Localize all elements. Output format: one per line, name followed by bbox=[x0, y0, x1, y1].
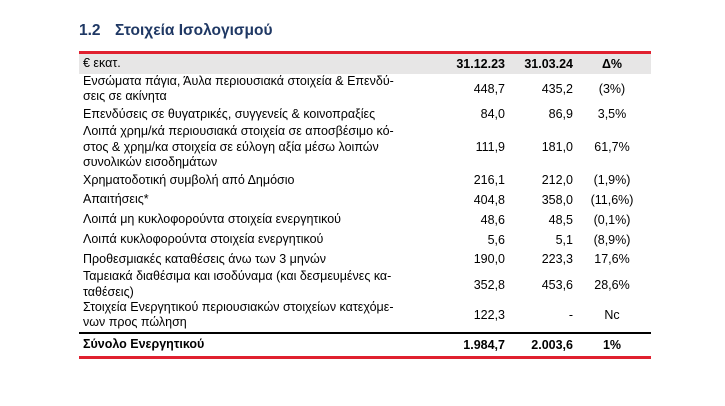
table-row bbox=[79, 210, 651, 230]
row-label bbox=[79, 212, 433, 227]
row-label bbox=[79, 300, 433, 331]
row-label-line: Ταμειακά διαθέσιμα και ισοδύναμα (και δεσμευμένες κα- bbox=[83, 269, 392, 284]
total-row bbox=[79, 334, 651, 356]
row-label bbox=[79, 124, 433, 170]
total-value-1: 1.984,7 bbox=[463, 337, 505, 352]
row-label-line: Χρηματοδοτική συμβολή από Δημόσιο bbox=[83, 172, 295, 187]
row-label bbox=[79, 107, 433, 122]
table-end-rule bbox=[79, 356, 651, 359]
row-value-2: 5,1 bbox=[555, 232, 573, 247]
row-value-1: 352,8 bbox=[473, 277, 505, 292]
row-value-1: 122,3 bbox=[473, 308, 505, 323]
table-row bbox=[79, 124, 651, 170]
row-change: (3%) bbox=[598, 82, 626, 97]
row-label bbox=[79, 192, 433, 207]
table-row bbox=[79, 269, 651, 300]
row-label bbox=[79, 252, 433, 267]
section-heading bbox=[79, 22, 273, 40]
table-row bbox=[79, 105, 651, 125]
row-value-1: 5,6 bbox=[487, 232, 505, 247]
table-row bbox=[79, 190, 651, 210]
row-label bbox=[79, 74, 433, 105]
row-label-line: Λοιπά κυκλοφορούντα στοιχεία ενεργητικού bbox=[83, 231, 324, 246]
row-label bbox=[79, 269, 433, 300]
header-unit: € εκατ. bbox=[83, 56, 121, 71]
header-date-2: 31.03.24 bbox=[524, 57, 573, 71]
row-label-line: Προθεσμιακές καταθέσεις άνω των 3 μηνών bbox=[83, 251, 327, 266]
row-change: (11,6%) bbox=[590, 192, 634, 207]
row-change: (1,9%) bbox=[593, 173, 631, 188]
row-change: 17,6% bbox=[594, 252, 630, 267]
row-value-2: 48,5 bbox=[548, 212, 573, 227]
row-value-1: 404,8 bbox=[473, 192, 505, 207]
total-change: 1% bbox=[602, 337, 622, 352]
row-change: (0,1%) bbox=[593, 212, 631, 227]
row-label-line: Επενδύσεις σε θυγατρικές, συγγενείς & κοινοπραξίες bbox=[83, 106, 376, 121]
table-row bbox=[79, 170, 651, 190]
row-label bbox=[79, 232, 433, 247]
row-label-line: ταθέσεις) bbox=[83, 284, 134, 299]
row-value-2: 212,0 bbox=[541, 173, 573, 188]
total-value-2: 2.003,6 bbox=[531, 337, 573, 352]
row-change: 3,5% bbox=[597, 107, 627, 122]
table-row bbox=[79, 249, 651, 269]
row-change: 61,7% bbox=[594, 140, 630, 155]
table-header-row bbox=[79, 54, 651, 74]
row-value-2: - bbox=[568, 308, 573, 323]
table-row bbox=[79, 230, 651, 250]
row-label-line: νων προς πώληση bbox=[83, 315, 187, 330]
header-date-1: 31.12.23 bbox=[456, 57, 505, 71]
row-value-1: 48,6 bbox=[480, 212, 505, 227]
row-value-2: 86,9 bbox=[548, 107, 573, 122]
row-label-line: Στοιχεία Ενεργητικού περιουσιακών στοιχείων κατεχόμε- bbox=[83, 299, 394, 314]
row-label-line: Απαιτήσεις* bbox=[83, 192, 149, 207]
row-label-line: στος & χρημ/κα στοιχεία σε εύλογη αξία μέσω λοιπών bbox=[83, 139, 379, 154]
row-change: Nc bbox=[604, 308, 620, 323]
table-row bbox=[79, 300, 651, 331]
total-label: Σύνολο Ενεργητικού bbox=[83, 337, 205, 352]
header-change: Δ% bbox=[601, 57, 623, 71]
table-row bbox=[79, 74, 651, 105]
row-value-1: 84,0 bbox=[480, 107, 505, 122]
section-number: 1.2 bbox=[79, 22, 101, 39]
section-title: Στοιχεία Ισολογισμού bbox=[115, 22, 273, 39]
row-value-1: 190,0 bbox=[473, 252, 505, 267]
balance-sheet-table bbox=[79, 51, 651, 359]
row-change: (8,9%) bbox=[593, 232, 631, 247]
row-label-line: Λοιπά χρημ/κά περιουσιακά στοιχεία σε αποσβέσιμο κό- bbox=[83, 124, 394, 139]
row-value-2: 435,2 bbox=[541, 82, 573, 97]
row-value-2: 453,6 bbox=[541, 277, 573, 292]
row-label-line: συνολικών εισοδημάτων bbox=[83, 154, 218, 169]
row-value-2: 223,3 bbox=[541, 252, 573, 267]
row-value-2: 181,0 bbox=[541, 140, 573, 155]
row-label bbox=[79, 173, 433, 188]
row-label-line: Ενσώματα πάγια, Άυλα περιουσιακά στοιχεία & Επενδύ- bbox=[83, 74, 394, 88]
row-value-1: 448,7 bbox=[473, 82, 505, 97]
table-body bbox=[79, 74, 651, 330]
row-change: 28,6% bbox=[594, 277, 630, 292]
row-label-line: Λοιπά μη κυκλοφορούντα στοιχεία ενεργητικού bbox=[83, 212, 341, 227]
row-label-line: σεις σε ακίνητα bbox=[83, 89, 167, 104]
row-value-2: 358,0 bbox=[541, 192, 573, 207]
row-value-1: 216,1 bbox=[473, 173, 505, 188]
row-value-1: 111,9 bbox=[475, 140, 505, 155]
